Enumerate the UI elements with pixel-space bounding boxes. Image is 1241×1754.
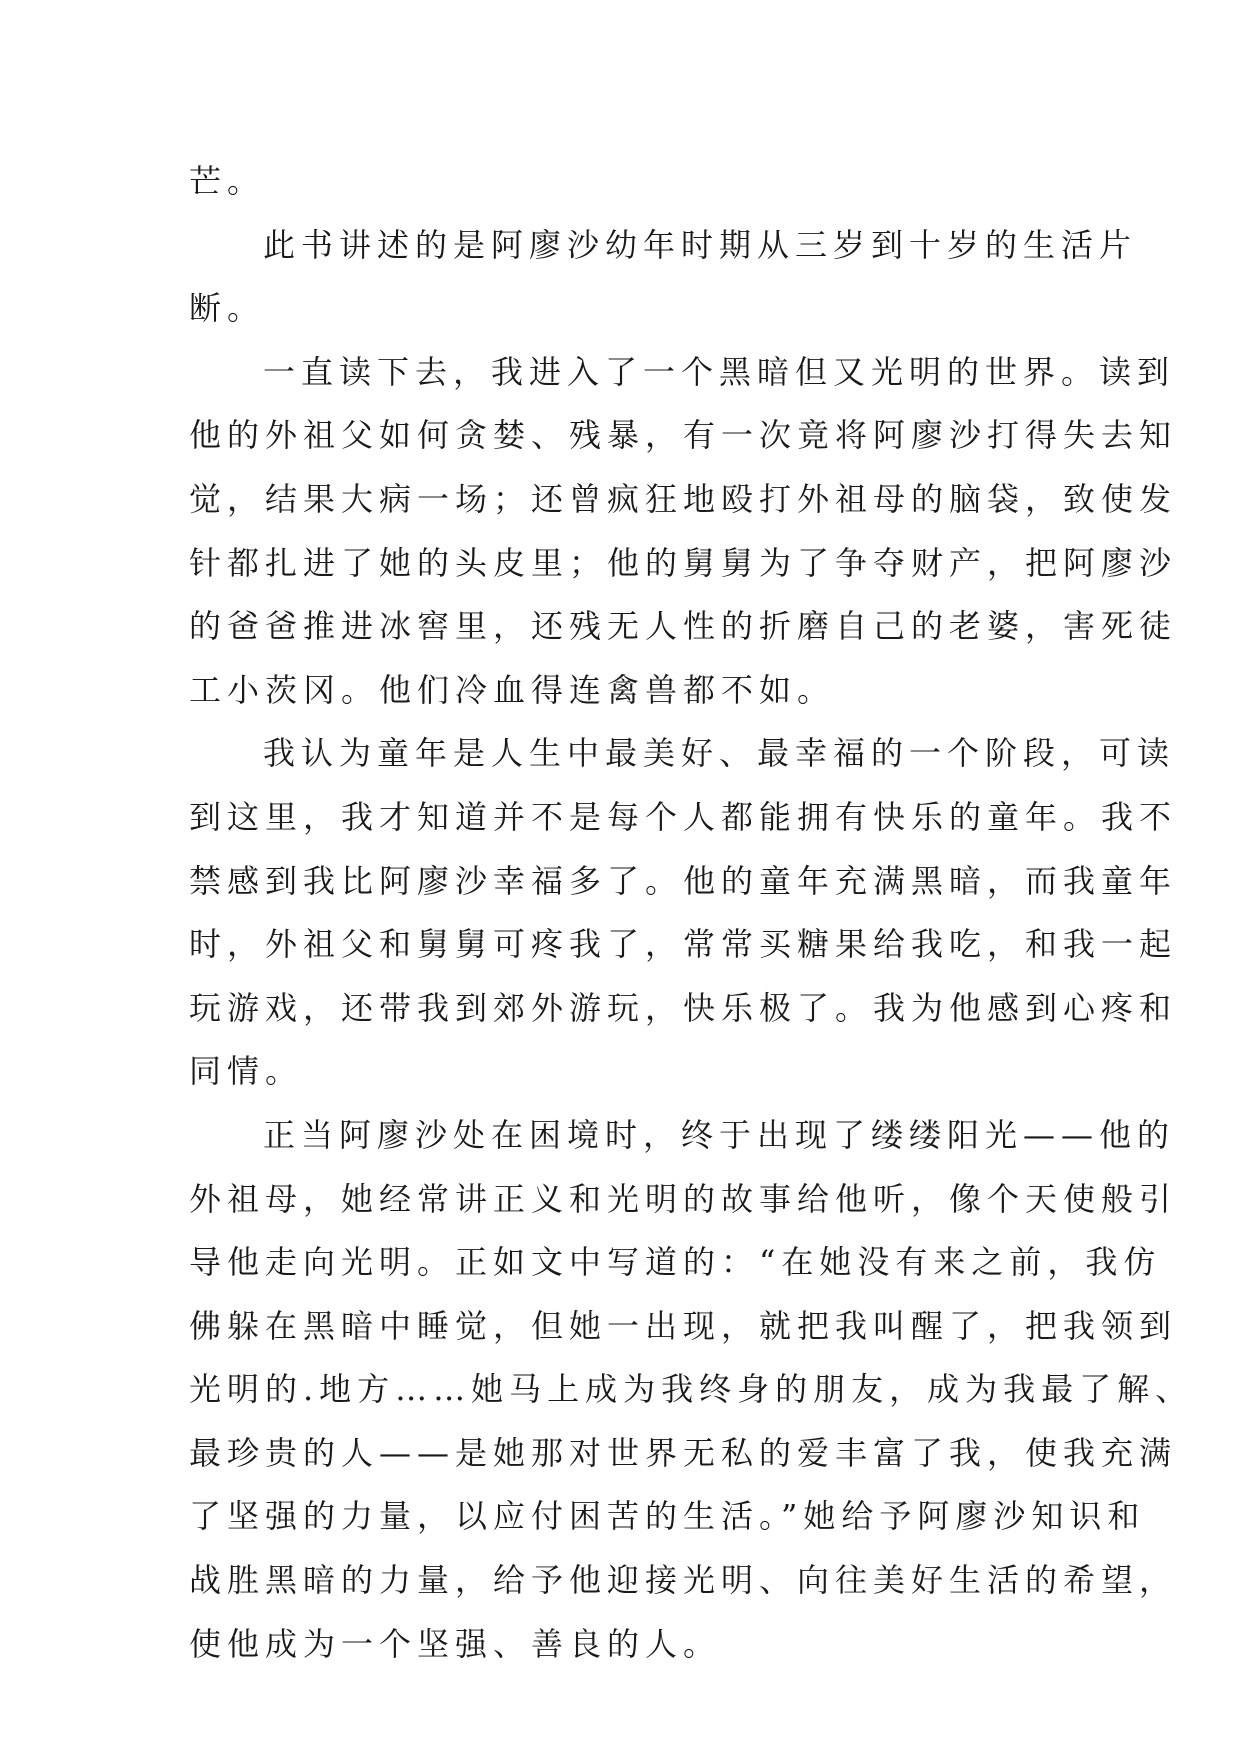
text-line: 时，外祖父和舅舅可疼我了，常常买糖果给我吃，和我一起 — [189, 925, 1178, 964]
text-line: 此书讲述的是阿廖沙幼年时期从三岁到十岁的生活片 — [263, 225, 1138, 264]
text-line: 正当阿廖沙处在困境时，终于出现了缕缕阳光——他的 — [263, 1115, 1176, 1154]
text-line: 外祖母，她经常讲正义和光明的故事给他听，像个天使般引 — [189, 1179, 1178, 1218]
text-line: 芒。 — [189, 162, 266, 200]
text-line: 同情。 — [189, 1052, 304, 1091]
text-line: 工小茨冈。他们冷血得连禽兽都不如。 — [189, 670, 836, 709]
text-line: 针都扎进了她的头皮里；他的舅舅为了争夺财产，把阿廖沙 — [189, 543, 1178, 582]
text-line: 光明的.地方……她马上成为我终身的朋友，成为我最了解、 — [189, 1370, 1194, 1409]
text-line: 一直读下去，我进入了一个黑暗但又光明的世界。读到 — [263, 352, 1176, 391]
text-line: 使他成为一个坚强、善良的人。 — [189, 1624, 722, 1663]
text-line: 了坚强的力量，以应付困苦的生活。”她给予阿廖沙知识和 — [189, 1497, 1146, 1536]
text-line: 到这里，我才知道并不是每个人都能拥有快乐的童年。我不 — [189, 797, 1178, 836]
text-line: 战胜黑暗的力量，给予他迎接光明、向往美好生活的希望， — [189, 1561, 1178, 1600]
text-line: 他的外祖父如何贪婪、残暴，有一次竟将阿廖沙打得失去知 — [189, 416, 1178, 455]
text-line: 佛躲在黑暗中睡觉，但她一出现，就把我叫醒了，把我领到 — [189, 1306, 1178, 1345]
text-line: 禁感到我比阿廖沙幸福多了。他的童年充满黑暗，而我童年 — [189, 861, 1178, 900]
text-line: 的爸爸推进冰窖里，还残无人性的折磨自己的老婆，害死徒 — [189, 607, 1178, 646]
text-line: 我认为童年是人生中最美好、最幸福的一个阶段，可读 — [263, 734, 1176, 773]
body-text — [189, 150, 1194, 1676]
text-line: 觉，结果大病一场；还曾疯狂地殴打外祖母的脑袋，致使发 — [189, 479, 1178, 518]
text-line: 导他走向光明。正如文中写道的：“在她没有来之前，我仿 — [189, 1243, 1162, 1282]
text-line: 玩游戏，还带我到郊外游玩，快乐极了。我为他感到心疼和 — [189, 988, 1178, 1027]
text-line: 断。 — [189, 289, 266, 328]
text-line: 最珍贵的人——是她那对世界无私的爱丰富了我，使我充满 — [189, 1433, 1178, 1472]
